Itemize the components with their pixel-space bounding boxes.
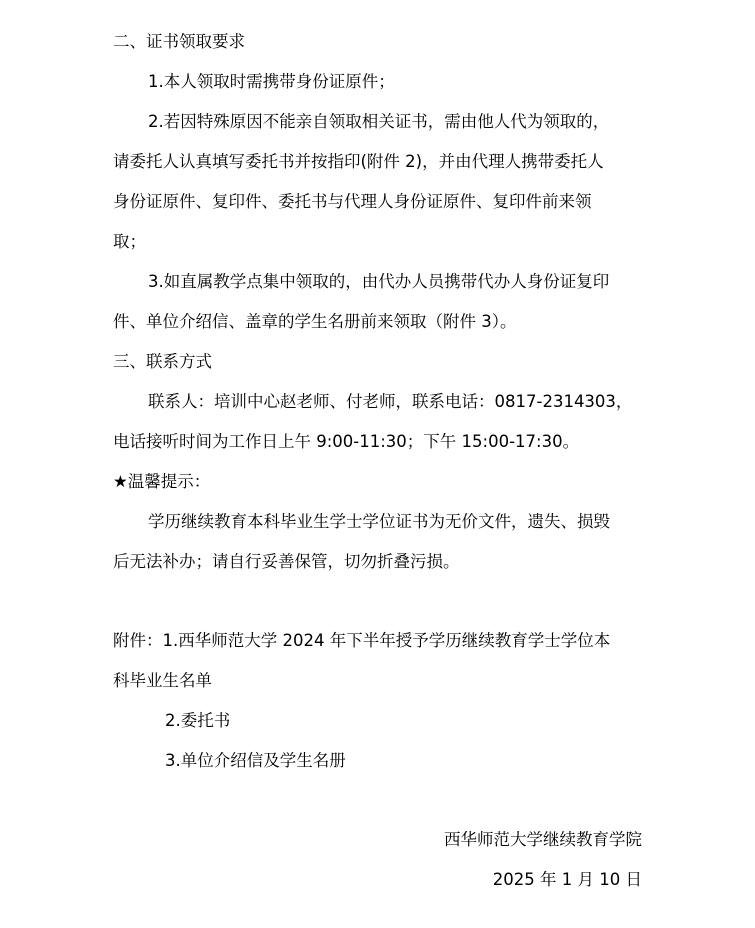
reminder-line-2: 后无法补办；请自行妥善保管，切勿折叠污损。 xyxy=(113,552,460,571)
reminder-line-1: 学历继续教育本科毕业生学士学位证书为无价文件，遗失、损毁 xyxy=(148,512,610,531)
section-2-item-1: 1.本人领取时需携带身份证原件； xyxy=(148,72,395,91)
reminder-heading-text: 温馨提示： xyxy=(127,472,211,491)
section-2-item-2-line-2: 请委托人认真填写委托书并按指印(附件 2)，并由代理人携带委托人 xyxy=(113,152,604,171)
section-2-item-2-line-4: 取； xyxy=(113,232,146,251)
reminder-heading xyxy=(113,471,210,493)
section-3-heading: 三、联系方式 xyxy=(113,352,212,371)
star-icon: ★ xyxy=(113,472,128,491)
signature-date: 2025 年 1 月 10 日 xyxy=(492,870,642,889)
section-2-item-2-line-3: 身份证原件、复印件、委托书与代理人身份证原件、复印件前来领 xyxy=(113,192,592,211)
section-2-item-3-line-2: 件、单位介绍信、盖章的学生名册前来领取（附件 3）。 xyxy=(113,312,517,331)
contact-line-2: 电话接听时间为工作日上午 9:00-11:30；下午 15:00-17:30。 xyxy=(113,432,580,451)
attachment-item-2: 2.委托书 xyxy=(165,711,231,730)
contact-line-1: 联系人：培训中心赵老师、付老师，联系电话：0817-2314303， xyxy=(148,392,633,411)
section-2-item-3-line-1: 3.如直属教学点集中领取的，由代办人员携带代办人身份证复印 xyxy=(148,272,610,291)
attachments-line-1: 附件：1.西华师范大学 2024 年下半年授予学历继续教育学士学位本 xyxy=(113,631,611,650)
section-2-item-2-line-1: 2.若因特殊原因不能亲自领取相关证书，需由他人代为领取的， xyxy=(148,112,610,131)
signature-org: 西华师范大学继续教育学院 xyxy=(444,830,642,849)
attachment-item-3: 3.单位介绍信及学生名册 xyxy=(165,751,346,770)
attachments-line-2: 科毕业生名单 xyxy=(113,671,212,690)
section-2-heading: 二、证书领取要求 xyxy=(113,32,245,51)
